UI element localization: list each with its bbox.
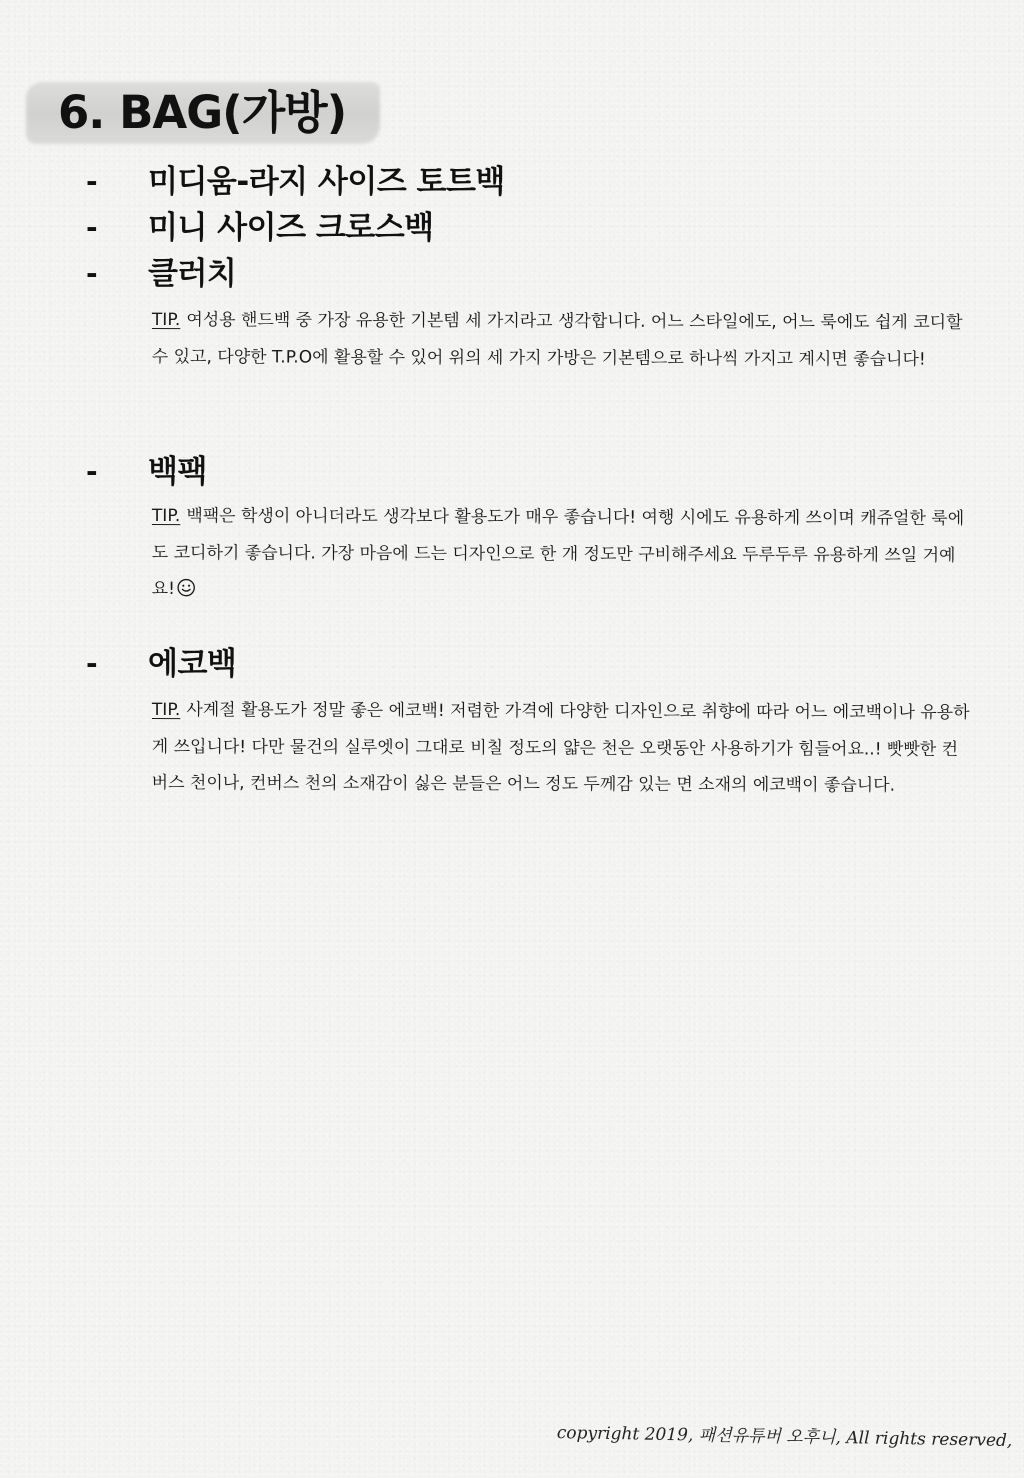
tip-paragraph-backpack [152,498,972,610]
page-title: 6. BAG(가방) [58,86,347,139]
list-item-label: 미디움-라지 사이즈 토트백 [148,164,505,200]
list-item-label: 클러치 [148,256,237,292]
bullet-dash: - [86,165,98,198]
list-item-label: 에코백 [148,646,237,682]
list-item-label: 미니 사이즈 크로스백 [148,210,434,246]
bullet-dash: - [86,647,98,680]
list-item-label: 백팩 [148,454,207,490]
bullet-dash: - [86,455,98,488]
tip-paragraph-basic-bags [152,302,972,378]
tip-text: 백팩은 학생이 아니더라도 생각보다 활용도가 매우 좋습니다! 여행 시에도 유용하게 쓰이며 캐쥬얼한 룩에도 코디하기 좋습니다. 가장 마음에 드는 디자인으로 한 개 정도만 구비해주세요 두루두루 유용하게 쓰일 거예요! [151,506,965,600]
tip-text: 여성용 핸드백 중 가장 유용한 기본템 세 가지라고 생각합니다. 어느 스타일에도, 어느 룩에도 쉽게 코디할 수 있고, 다양한 T.P.O에 활용할 수 있어 위의 세 가지 가방은 기본템으로 하나씩 가지고 계시면 좋습니다! [151,310,963,370]
bullet-dash: - [86,211,98,244]
page-title-block [26,76,380,152]
bullet-dash: - [86,257,98,290]
tip-label: TIP. [151,505,181,527]
copyright-notice: copyright 2019, 패션유튜버 오후니, All rights reserved, [556,1423,1012,1451]
tip-paragraph-ecobag [152,692,972,804]
smile-icon [177,578,196,597]
tip-label: TIP. [151,309,181,331]
tip-text: 사계절 활용도가 정말 좋은 에코백! 저렴한 가격에 다양한 디자인으로 취향에 따라 어느 에코백이나 유용하게 쓰입니다! 다만 물건의 실루엣이 그대로 비칠 정도의 얇은 천은 오랫동안 사용하기가 힘들어요..! 빳빳한 컨버스 천이나, 컨버스 천의 소재감이 싫은 분들은 어느 정도 두께감 있는 면 소재의 에코백이 좋습니다. [151,700,970,796]
tip-label: TIP. [151,699,181,721]
